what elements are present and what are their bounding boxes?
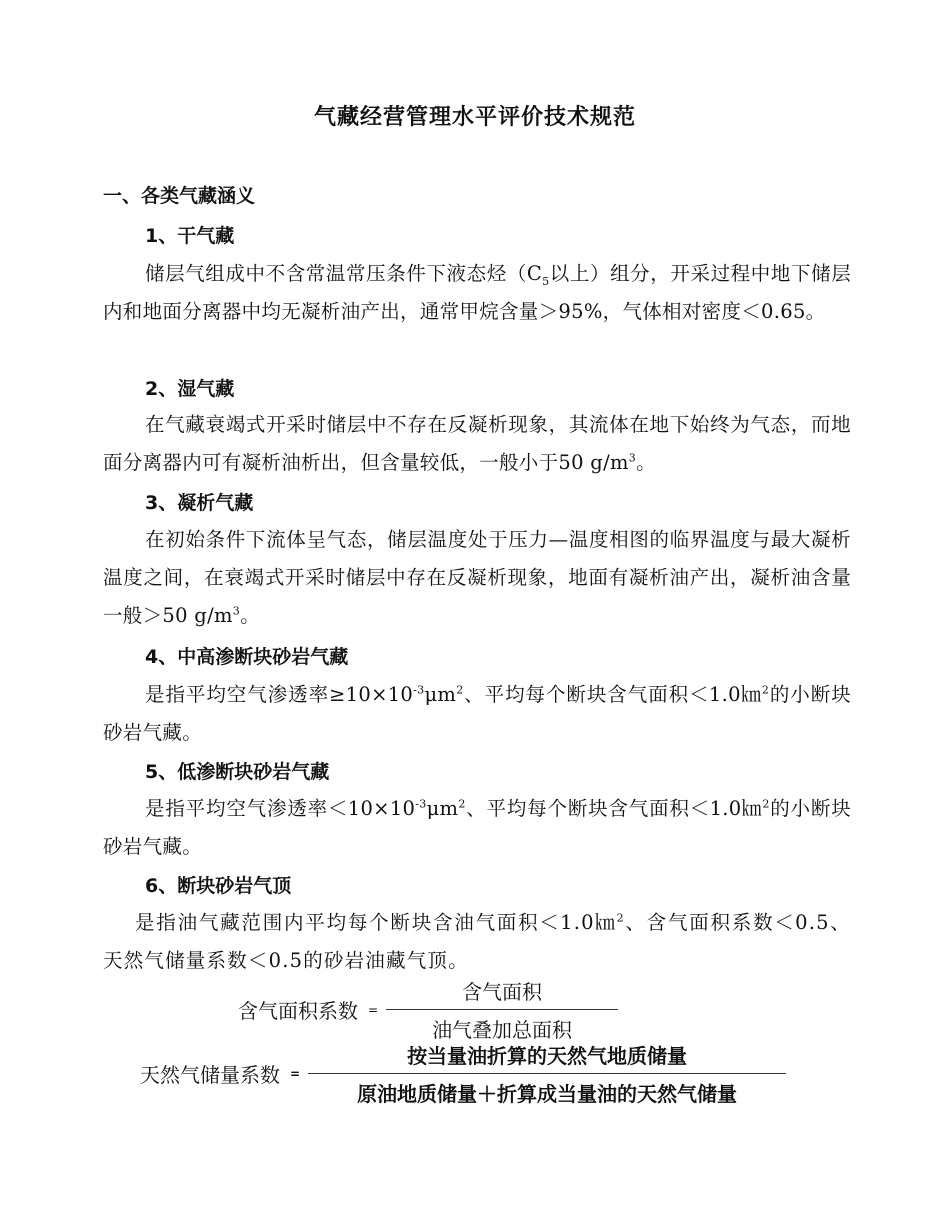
denominator: 油气叠加总面积 <box>432 1018 573 1042</box>
paragraph-medium-high-perm-fault-block: 是指平均空气渗透率$\ge 10\times 10^{-3}\mu m^2$、平均每个断块含气面积＜1.0㎞$^2$的小断块砂岩气藏。 <box>103 683 852 744</box>
paragraph-wet-gas: 在气藏衰竭式开采时储层中不存在反凝析现象，其流体在地下始终为气态，而地面分离器内可有凝析油析出，但含量较低，一般小于50 $g/m^3$。 <box>103 413 851 474</box>
fraction <box>308 1040 786 1107</box>
subheading-wet-gas: 2、湿气藏 <box>145 378 235 400</box>
formula-gas-reserve-coefficient <box>140 1040 786 1107</box>
subheading-condensate-gas: 3、凝析气藏 <box>145 492 254 514</box>
equals-sign: = <box>290 1066 301 1081</box>
numerator: 含气面积 <box>462 980 543 1004</box>
subheading-low-perm-fault-block: 5、低渗断块砂岩气藏 <box>145 761 330 783</box>
paragraph-dry-gas: 储层气组成中不含常温常压条件下液态烃（$C_5$以上）组分，开采过程中地下储层内和地面分离器中均无凝析油产出，通常甲烷含量＞95%，气体相对密度＜0.65。 <box>103 262 851 323</box>
formula-gas-area-coefficient <box>238 976 618 1043</box>
document-title: 气藏经营管理水平评价技术规范 <box>313 105 636 130</box>
paragraph-low-perm-fault-block: 是指平均空气渗透率$<10\times 10^{-3}\mu m^2$、平均每个断块含气面积＜1.0㎞$^2$的小断块砂岩气藏。 <box>103 797 852 858</box>
numerator: 按当量油折算的天然气地质储量 <box>407 1044 688 1068</box>
equals-sign: = <box>368 1002 379 1017</box>
fraction <box>386 976 618 1043</box>
denominator: 原油地质储量＋折算成当量油的天然气储量 <box>357 1082 738 1106</box>
paragraph-condensate-gas: 在初始条件下流体呈气态，储层温度处于压力—温度相图的临界温度与最大凝析温度之间，在衰竭式开采时储层中存在反凝析现象，地面有凝析油产出，凝析油含量一般＞50 $g/m^3$。 <box>103 528 851 627</box>
subheading-fault-block-gas-cap: 6、断块砂岩气顶 <box>145 875 292 897</box>
paragraph-fault-block-gas-cap: 是指油气藏范围内平均每个断块含油气面积＜1.0㎞$^2$、含气面积系数＜0.5、天然气储量系数＜0.5的砂岩油藏气顶。 <box>103 911 851 972</box>
formula-lhs: 天然气储量系数 <box>140 1063 280 1087</box>
section-heading-gas-reservoir-definitions: 一、各类气藏涵义 <box>103 185 256 207</box>
subheading-medium-high-perm-fault-block: 4、中高渗断块砂岩气藏 <box>145 646 349 668</box>
subheading-dry-gas: 1、干气藏 <box>145 225 235 247</box>
formula-lhs: 含气面积系数 <box>238 999 358 1023</box>
